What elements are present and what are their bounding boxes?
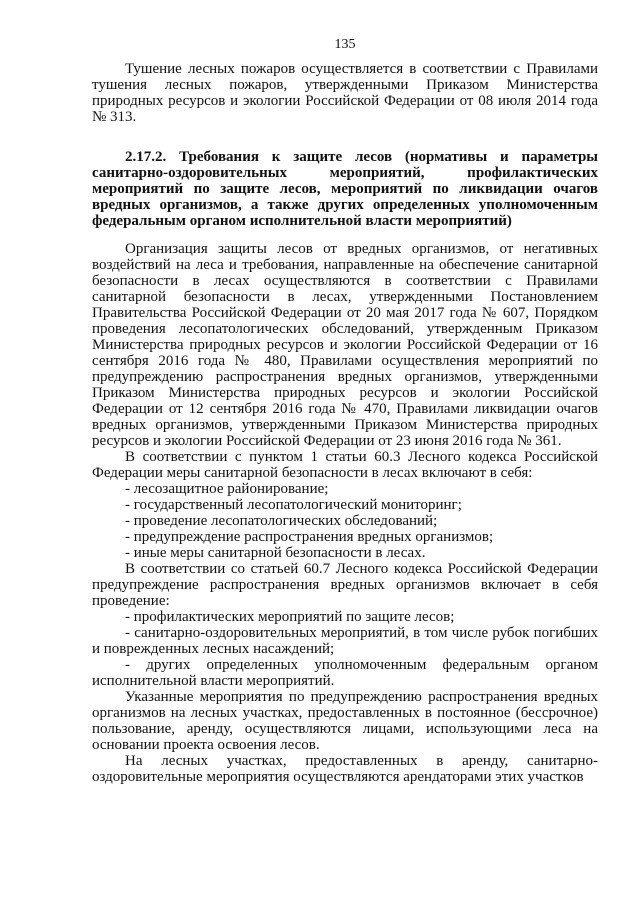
list-item: - профилактических мероприятий по защите лесов; [125,609,455,625]
intro-paragraph: Тушение лесных пожаров осуществляется в соответствии с Правилами тушения лесных пожаров, утвержденными Приказом Министерства природных ресурсов и экологии Российской Федерации от 08 июля 2014 года № 313. [92,61,598,125]
section-heading-block [92,149,598,229]
list-item: - предупреждение распространения вредных организмов; [125,529,494,545]
list-item: - проведение лесопатологических обследований; [125,513,438,529]
page-number: 135 [334,37,356,52]
paragraph-implementation: Указанные мероприятия по предупреждению распространения вредных организмов на лесных участках, предоставленных в постоянное (бессрочное) пользование, аренду, осуществляются лицами, использующими леса на основании проекта освоения лесов. [92,689,598,753]
paragraph-lease: На лесных участках, предоставленных в аренду, санитарно-оздоровительные мероприятия осуществляются арендаторами этих участков [92,753,598,785]
list-item: - иные меры санитарной безопасности в лесах. [125,545,426,561]
intro-section [92,61,598,125]
list-item: - государственный лесопатологический мониторинг; [125,497,462,513]
paragraph-prevention: В соответствии со статьей 60.7 Лесного кодекса Российской Федерации предупреждение распространения вредных организмов включает в себя проведение: [92,561,598,609]
paragraph-sanitary-measures: В соответствии с пунктом 1 статьи 60.3 Лесного кодекса Российской Федерации меры санитарной безопасности в лесах включают в себя: [92,449,598,481]
paragraph-legal-basis: Организация защиты лесов от вредных организмов, от негативных воздействий на леса и требования, направленные на обеспечение санитарной безопасности в лесах осуществляются в соответствии с Правилами санитарной безопасности в лесах, утвержденными Постановлением Правительства Российской Федерации от 20 мая 2017 года № 607, Порядком проведения лесопатологических обследований, утвержденным Приказом Министерства природных ресурсов и экологии Российской Федерации от 16 сентября 2016 года № 480, Правилами осуществления мероприятий по предупреждению распространения вредных организмов, утвержденными Приказом Министерства природных ресурсов и экологии Российской Федерации от 12 сентября 2016 года № 470, Правилами ликвидации очагов вредных организмов, утвержденными Приказом Министерства природных ресурсов и экологии Российской Федерации от 23 июня 2016 года № 361. [92,241,598,449]
list-item: - санитарно-оздоровительных мероприятий, в том числе рубок погибших и поврежденных лесных насаждений; [92,625,598,657]
section-heading: 2.17.2. Требования к защите лесов (нормативы и параметры санитарно-оздоровительных мероприятий, профилактических мероприятий по защите лесов, мероприятий по ликвидации очагов вредных организмов, а также других определенных уполномоченным федеральным органом исполнительной власти мероприятий) [92,149,598,229]
list-item: - других определенных уполномоченным федеральным органом исполнительной власти мероприятий. [92,657,598,689]
list-item: - лесозащитное районирование; [125,481,329,497]
main-text [92,241,598,785]
